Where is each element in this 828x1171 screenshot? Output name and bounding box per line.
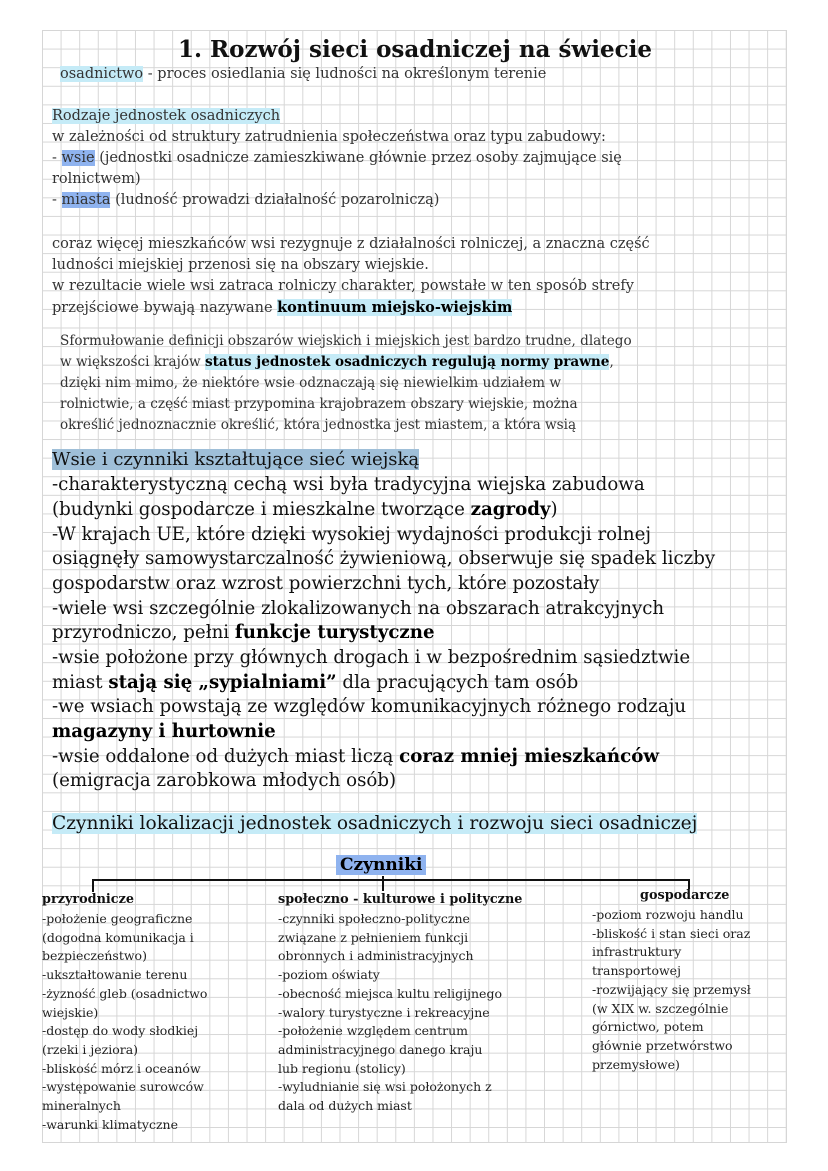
col-economic-head: gospodarcze [640,888,730,903]
continuum-line-2: ludności miejskiej przenosi się na obszary wiejskie. [52,257,429,273]
col-economic-item: -bliskość i stan sieci oraz [592,925,751,941]
legal-line-1: Sformułowanie definicji obszarów wiejskich i miejskich jest bardzo trudne, dlatego [60,333,632,349]
connector-horizontal [92,879,690,881]
col-natural-item: -bliskość mórz i oceanów [42,1060,201,1076]
col-economic-item: (w XIX w. szczególnie [592,1000,729,1016]
page-title: 1. Rozwój sieci osadniczej na świecie [178,36,652,63]
definition-line [60,64,546,85]
rural-heading [52,449,419,470]
col-economic-item: transportowej [592,963,681,979]
continuum-line-1: coraz więcej mieszkańców wsi rezygnuje z działalności rolniczej, a znaczna część [52,236,650,252]
legal-line-4: rolnictwie, a część miast przypomina krajobrazem obszary wiejskie, można [60,396,578,412]
rural-line-11 [52,720,276,745]
legal-line-2 [60,352,614,373]
rural-line-9 [52,671,578,696]
rural-text: przyrodniczo, pełni [52,622,235,643]
continuum-prefix: przejściowe bywają nazywane [52,300,278,316]
col-social-head: społeczno - kulturowe i polityczne [278,892,523,907]
term-depopulation: coraz mniej mieszkańców [399,746,659,767]
factors-heading-text: Czynniki lokalizacji jednostek osadniczych i rozwoju sieci osadniczej [52,813,698,834]
types-intro: w zależności od struktury zatrudnienia społeczeństwa oraz typu zabudowy: [52,129,606,145]
col-social-item: lub regionu (stolicy) [278,1060,406,1076]
rural-heading-text: Wsie i czynniki kształtujące sieć wiejską [52,449,420,470]
rural-text: ) [550,499,558,520]
factors-heading [52,813,697,834]
col-social-item: obronnych i administracyjnych [278,948,474,964]
definition-text: - proces osiedlania się ludności na określonym terenie [143,66,547,82]
rural-line-3: -W krajach UE, które dzięki wysokiej wydajności produkcji rolnej [52,524,652,545]
types-wsie-cont: rolnictwem) [52,171,141,187]
rural-line-5: gospodarstw oraz wzrost powierzchni tych, które pozostały [52,573,600,594]
col-natural-head: przyrodnicze [42,892,134,907]
rural-text: miast [52,672,109,693]
legal-suffix: , [609,354,614,370]
col-social-list [278,910,502,1116]
miasta-desc: (ludność prowadzi działalność pozarolniczą) [110,192,440,208]
term-legal-norms: status jednostek osadniczych regulują normy prawne [205,354,610,370]
rural-line-1: -charakterystyczną cechą wsi była tradycyjna wiejska zabudowa [52,474,645,495]
col-natural-list [42,910,207,1134]
rural-line-8: -wsie położone przy głównych drogach i w bezpośrednim sąsiedztwie [52,647,691,668]
rural-text: dla pracujących tam osób [336,672,579,693]
rural-line-4: osiągnęły samowystarczalność żywieniową, obserwuje się spadek liczby [52,548,716,569]
continuum-line-4 [52,297,512,319]
bullet: - [52,150,62,166]
types-heading-text: Rodzaje jednostek osadniczych [52,108,281,124]
rural-text: -wsie oddalone od dużych miast liczą [52,746,400,767]
rural-line-2 [52,498,558,523]
col-natural-item: wiejskie) [42,1004,99,1020]
term-warehouses: magazyny i hurtownie [52,721,276,742]
rural-line-6: -wiele wsi szczególnie zlokalizowanych na obszarach atrakcyjnych [52,598,665,619]
col-economic-item: głównie przetwórstwo [592,1037,733,1053]
col-social-item: -obecność miejsca kultu religijnego [278,985,502,1001]
col-social-item: związane z pełnieniem funkcji [278,929,469,945]
col-natural-item: -dostęp do wody słodkiej [42,1023,199,1039]
col-natural-item: bezpieczeństwo) [42,948,147,964]
col-natural-item: (dogodna komunikacja i [42,929,194,945]
legal-prefix: w większości krajów [60,354,205,370]
rural-line-7 [52,621,435,646]
rural-line-13: (emigracja zarobkowa młodych osób) [52,770,397,791]
rural-line-12 [52,745,659,770]
term-tourism: funkcje turystyczne [234,622,435,643]
col-social-item: -poziom oświaty [278,967,380,983]
col-social-item: -położenie względem centrum [278,1023,468,1039]
col-social-item: -walory turystyczne i rekreacyjne [278,1004,490,1020]
col-natural-item: (rzeki i jeziora) [42,1041,139,1057]
term-osadnictwo: osadnictwo [60,66,144,82]
term-zagrody: zagrody [470,499,551,520]
rural-line-10: -we wsiach powstają ze względów komunikacyjnych różnego rodzaju [52,696,687,717]
col-natural-item: -ukształtowanie terenu [42,967,188,983]
wsie-desc: (jednostki osadnicze zamieszkiwane głównie przez osoby zajmujące się [94,150,622,166]
col-social-item: -czynniki społeczno-polityczne [278,911,470,926]
col-natural-item: mineralnych [42,1098,121,1114]
types-wsie [52,148,622,169]
term-sypialnie: stają się „sypialniami” [108,672,337,693]
diagram-title: Czynniki [336,855,426,875]
col-economic-item: przemysłowe) [592,1056,680,1072]
col-natural-item: -warunki klimatyczne [42,1116,178,1132]
col-social-item: dala od dużych miast [278,1098,412,1114]
col-economic-item: infrastruktury [592,944,682,960]
rural-text: (budynki gospodarcze i mieszkalne tworzące [52,499,471,520]
bullet: - [52,192,62,208]
continuum-line-3: w rezultacie wiele wsi zatraca rolniczy charakter, powstałe w ten sposób strefy [52,278,634,294]
col-natural-item: -żyzność gleb (osadnictwo [42,985,208,1001]
col-natural-item: -położenie geograficzne [42,911,193,926]
types-miasta [52,190,439,211]
col-natural-item: -występowanie surowców [42,1079,204,1095]
legal-line-3: dzięki nim mimo, że niektóre wsie odznaczają się niewielkim udziałem w [60,375,561,391]
col-social-item: -wyludnianie się wsi położonych z [278,1079,492,1095]
col-economic-item: -rozwijający się przemysł [592,981,751,997]
term-wsie: wsie [61,150,95,166]
col-social-item: administracyjnego danego kraju [278,1041,483,1057]
col-economic-list [592,906,751,1074]
col-economic-item: -poziom rozwoju handlu [592,907,744,922]
term-continuum: kontinuum miejsko-wiejskim [277,299,513,316]
term-miasta: miasta [61,192,111,208]
types-heading [52,106,280,127]
col-economic-item: górnictwo, potem [592,1019,704,1035]
legal-line-5: określić jednoznacznie określić, która jednostka jest miastem, a która wsią [60,417,577,433]
connector-left [92,879,94,892]
